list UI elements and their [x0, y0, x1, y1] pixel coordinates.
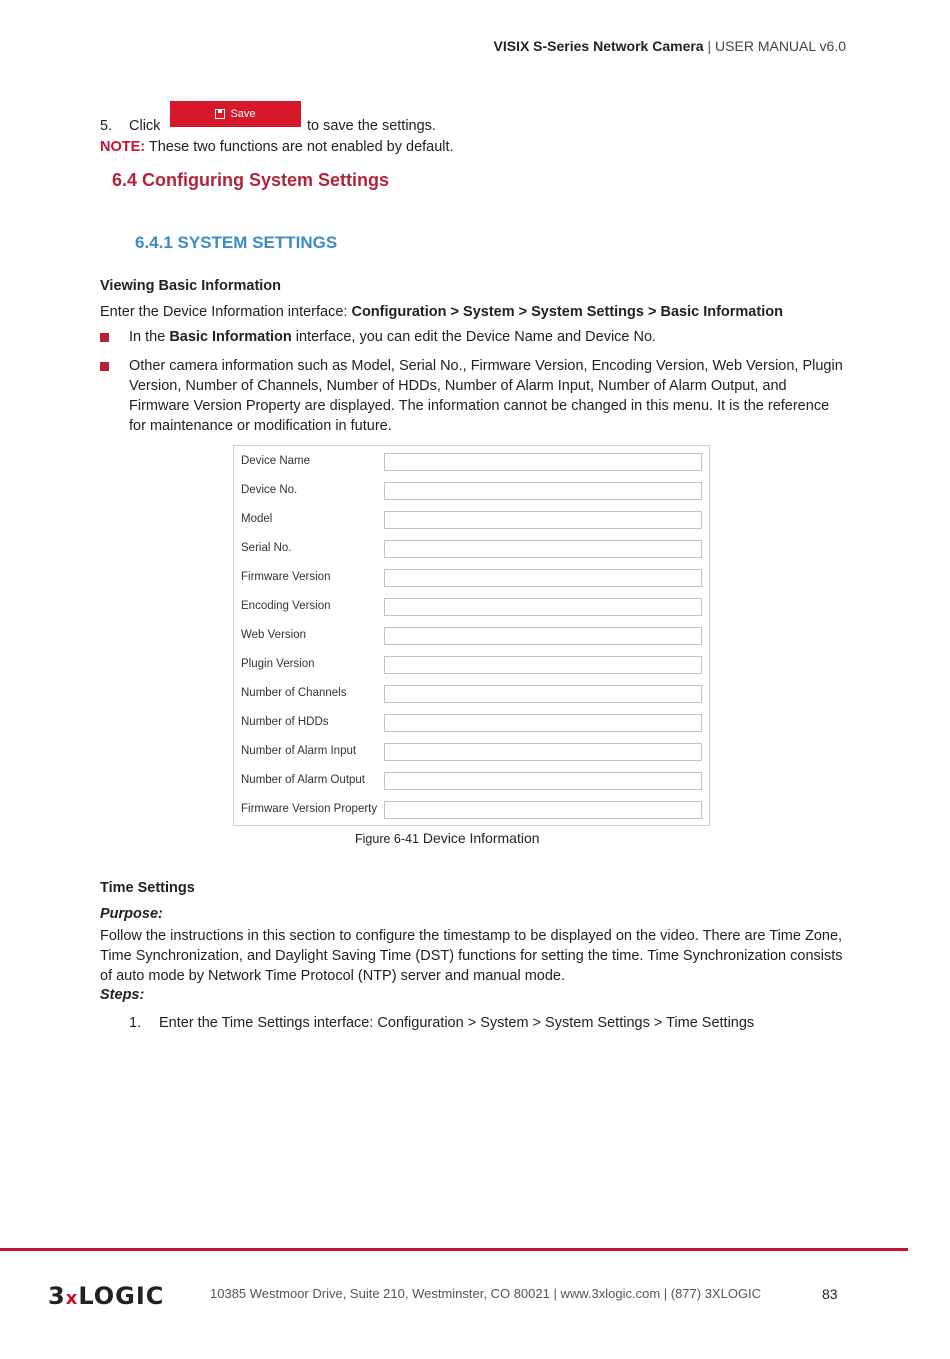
device-no-input[interactable] [384, 482, 702, 500]
purpose-label: Purpose: [100, 906, 163, 922]
bullet-1 [129, 329, 656, 345]
step-1-number: 1. [129, 1015, 142, 1031]
figure-caption [355, 830, 540, 846]
save-disk-icon [215, 109, 225, 119]
field-row [234, 511, 709, 531]
header-separator: | [707, 38, 712, 54]
number-of-channels-field [384, 685, 702, 703]
field-label: Number of HDDs [241, 716, 329, 728]
basic-info-heading: Viewing Basic Information [100, 278, 282, 294]
field-row [234, 453, 709, 473]
step-1 [129, 1015, 754, 1031]
field-label: Number of Alarm Input [241, 745, 357, 757]
note-text: These two functions are not enabled by default. [148, 139, 454, 155]
step-5 [100, 118, 436, 134]
save-button[interactable] [170, 101, 301, 127]
manual-version: USER MANUAL v6.0 [715, 38, 846, 54]
basic-info-intro-path: Configuration > System > System Settings > Basic Information [351, 304, 783, 320]
save-button-label: Save [230, 108, 256, 120]
number-of-hdds-field [384, 714, 702, 732]
field-row [234, 540, 709, 560]
field-row [234, 714, 709, 734]
field-label: Firmware Version Property [241, 803, 378, 815]
field-label: Number of Channels [241, 687, 347, 699]
field-label: Model [241, 513, 273, 525]
encoding-version-field [384, 598, 702, 616]
company-logo: 3xLOGIC [48, 1282, 165, 1310]
time-settings-heading: Time Settings [100, 880, 195, 896]
firmware-version-field [384, 569, 702, 587]
basic-info-intro-text: Enter the Device Information interface: [100, 304, 352, 320]
figure-number: Figure 6-41 [355, 832, 419, 846]
number-of-alarm-output-field [384, 772, 702, 790]
steps-label: Steps: [100, 987, 145, 1003]
page-number: 83 [822, 1286, 838, 1302]
figure-caption-text: Device Information [422, 830, 540, 846]
field-row [234, 627, 709, 647]
field-row [234, 656, 709, 676]
number-of-alarm-input-field [384, 743, 702, 761]
note [100, 139, 454, 155]
firmware-version-property-field [384, 801, 702, 819]
product-name: VISIX S-Series Network Camera [493, 38, 704, 54]
field-label: Web Version [241, 629, 306, 641]
field-label: Serial No. [241, 542, 292, 554]
bullet-2: Other camera information such as Model, Serial No., Firmware Version, Encoding Version, Web Version, Plugin Version, Number of Channels, Number of HDDs, Number of Alarm Input, Number of Alarm Output, and Firmware Version Property are displayed. The information cannot be changed in this menu. It is the reference for maintenance or modification in future. [129, 358, 843, 434]
field-row [234, 772, 709, 792]
footer-divider [0, 1248, 908, 1251]
subsection-title: 6.4.1 SYSTEM SETTINGS [135, 233, 338, 252]
purpose-text: Follow the instructions in this section to configure the timestamp to be displayed on the video. There are Time Zone, Time Synchronization, and Daylight Saving Time (DST) functions for setting the time. Time Synchronization consists of auto mode by Network Time Protocol (NTP) server and manual mode. [100, 928, 843, 984]
step-5-number: 5. [100, 118, 113, 134]
note-label: NOTE: [100, 139, 146, 155]
field-label: Encoding Version [241, 600, 331, 612]
serial-no-field [384, 540, 702, 558]
field-label: Device No. [241, 484, 298, 496]
bullet-1-suffix: interface, you can edit the Device Name and Device No. [291, 329, 657, 345]
footer-address: 10385 Westmoor Drive, Suite 210, Westminster, CO 80021 | www.3xlogic.com | (877) 3XLOGIC [210, 1286, 762, 1301]
plugin-version-field [384, 656, 702, 674]
section-title: 6.4 Configuring System Settings [112, 170, 390, 190]
field-label: Plugin Version [241, 658, 315, 670]
model-field [384, 511, 702, 529]
basic-info-intro [100, 304, 783, 320]
step-5-click-text: Click [129, 118, 161, 134]
field-row [234, 569, 709, 589]
bullet-1-prefix: In the [129, 329, 170, 345]
step-5-after-text: to save the settings. [307, 118, 436, 134]
field-label: Number of Alarm Output [241, 774, 365, 786]
bullet-square-icon [100, 333, 109, 342]
field-row [234, 482, 709, 502]
web-version-field [384, 627, 702, 645]
field-row [234, 685, 709, 705]
bullet-1-bold: Basic Information [169, 329, 292, 345]
step-1-text: Enter the Time Settings interface: Configuration > System > System Settings > Time Settings [159, 1015, 755, 1031]
field-label: Firmware Version [241, 571, 331, 583]
field-row [234, 801, 709, 821]
field-row [234, 743, 709, 763]
device-name-input[interactable] [384, 453, 702, 471]
field-label: Device Name [241, 455, 311, 467]
page-header [494, 38, 847, 54]
field-row [234, 598, 709, 618]
device-information-figure [233, 445, 710, 826]
bullet-square-icon [100, 362, 109, 371]
